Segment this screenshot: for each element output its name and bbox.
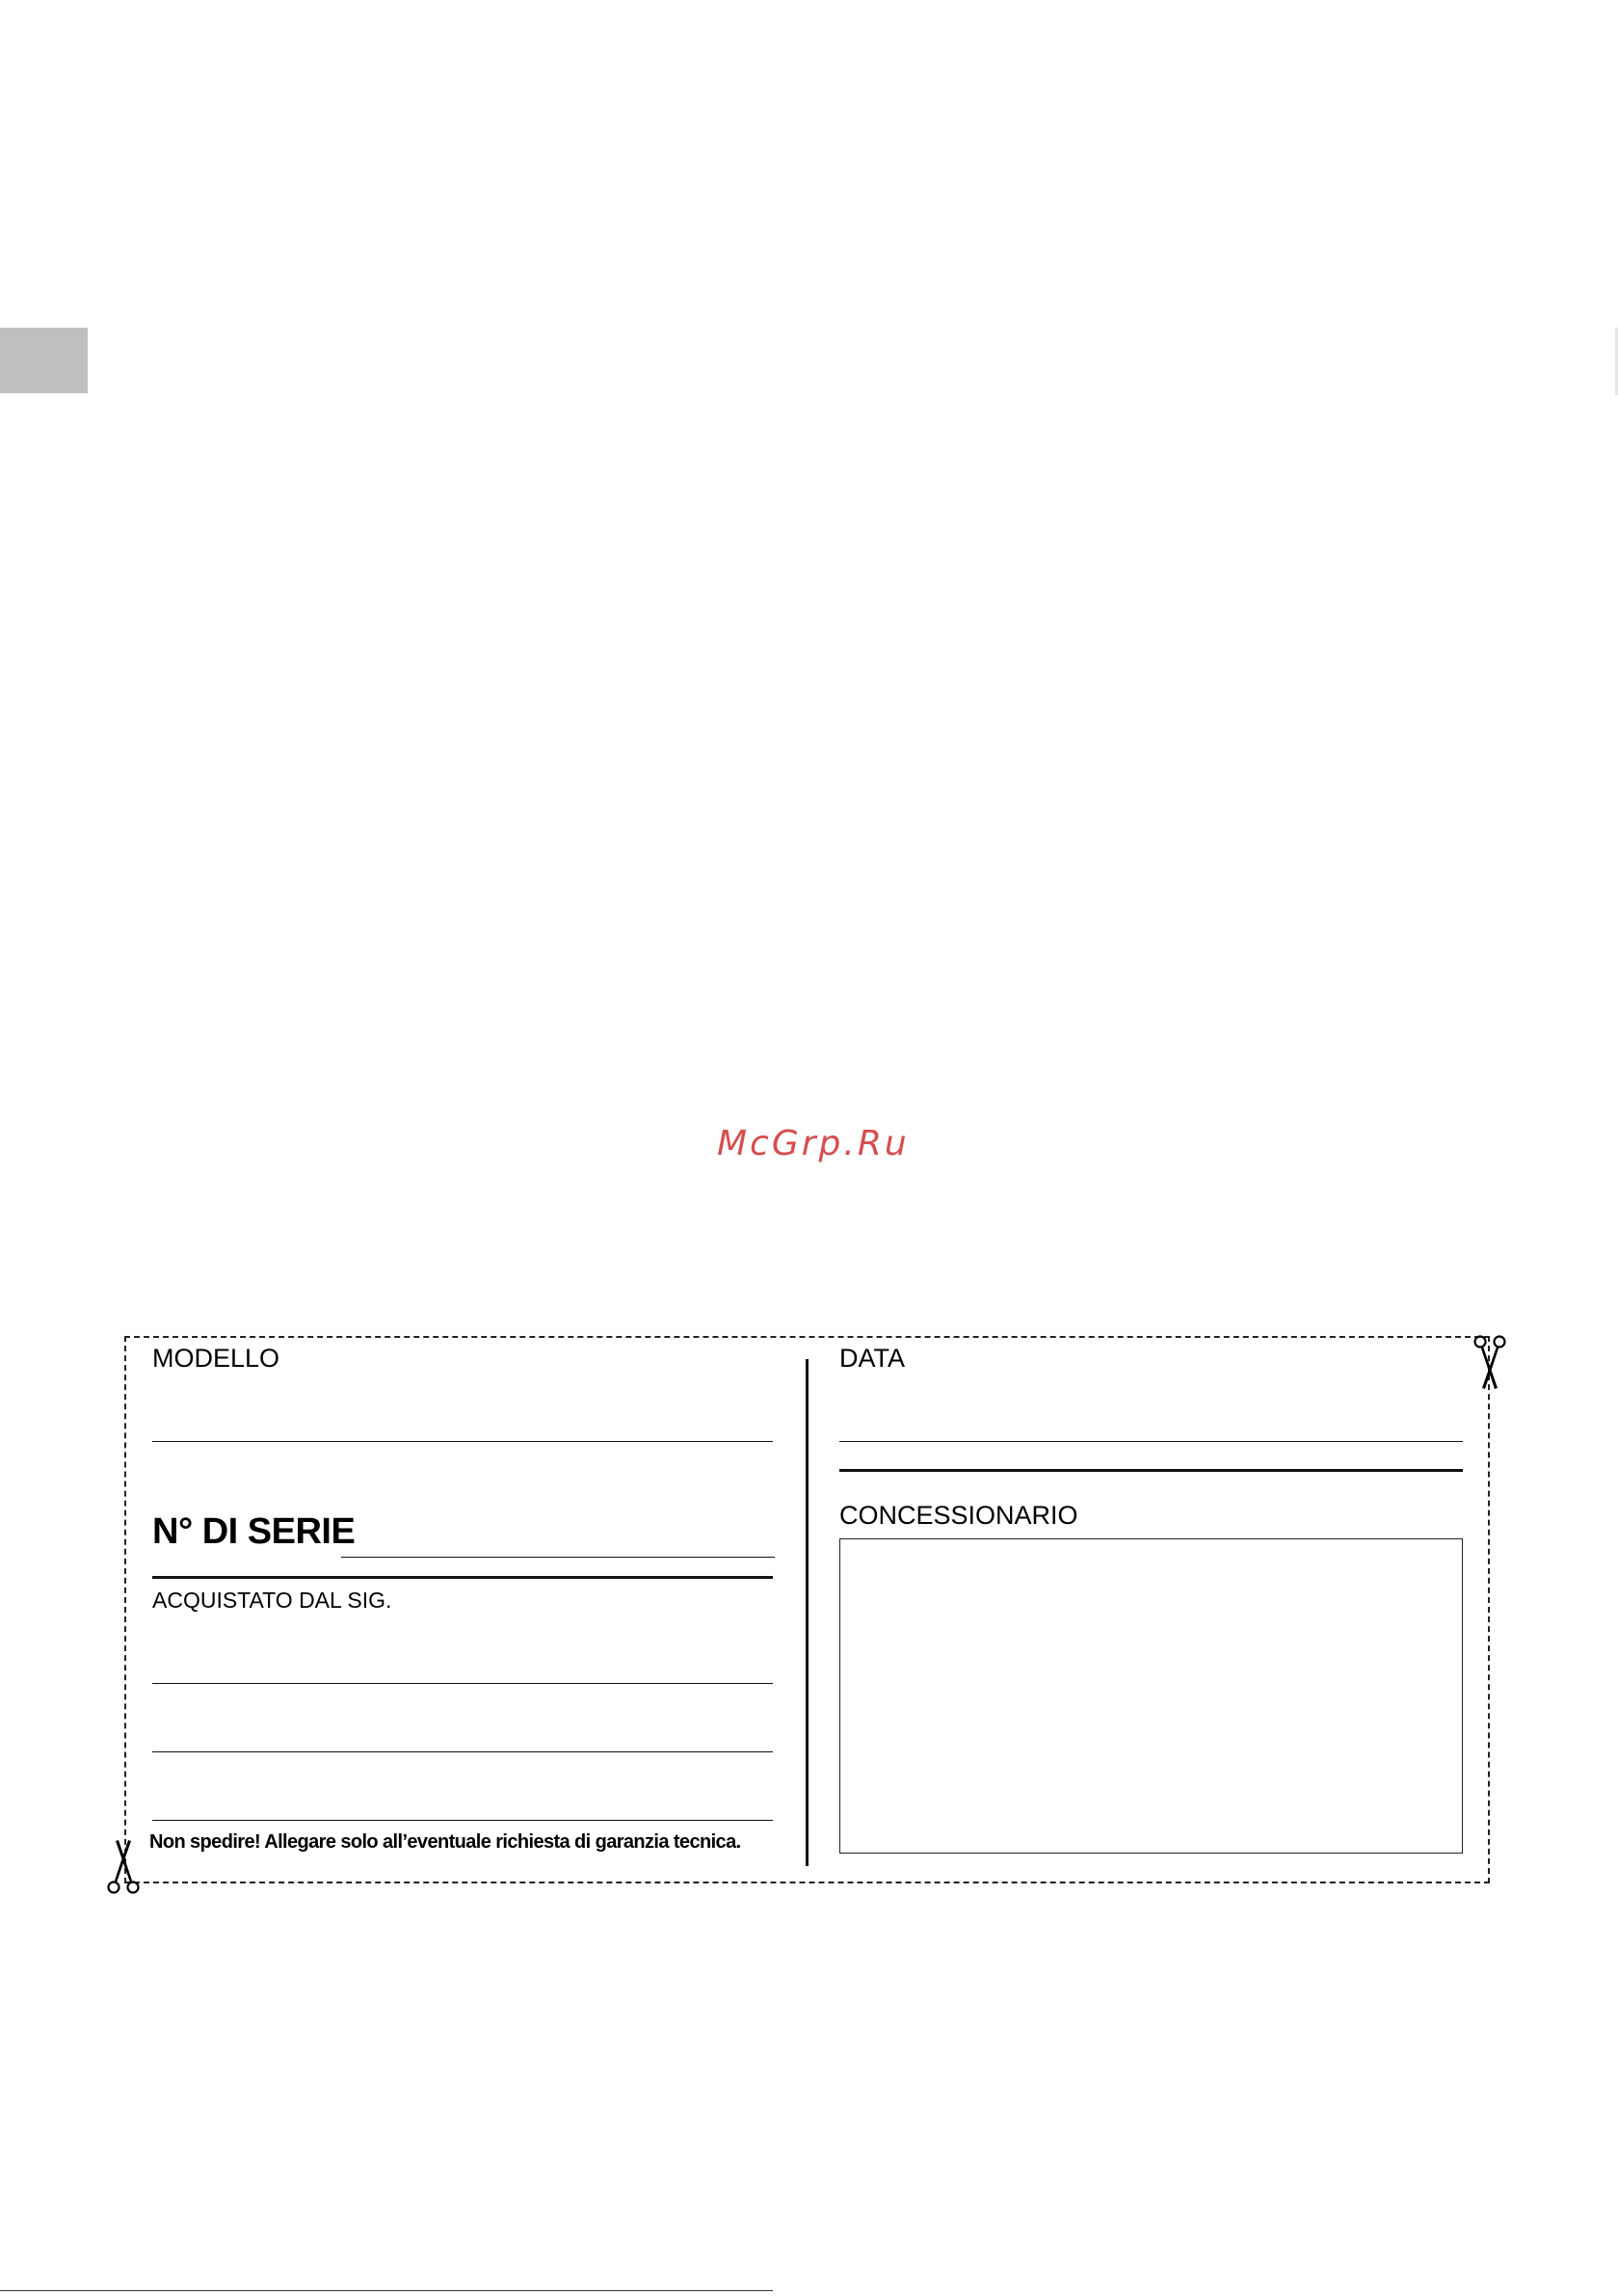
column-divider xyxy=(806,1359,809,1866)
buyer-field-line-1[interactable] xyxy=(152,1683,773,1684)
serial-number-field-line[interactable] xyxy=(341,1557,775,1558)
date-label: DATA xyxy=(839,1344,906,1373)
buyer-field-line-2[interactable] xyxy=(152,1751,773,1752)
model-field-line[interactable] xyxy=(152,1441,773,1442)
scissors-icon xyxy=(106,1839,141,1895)
date-section-divider xyxy=(839,1469,1463,1472)
serial-number-label: N° DI SERIE xyxy=(152,1511,356,1552)
scissors-icon xyxy=(1472,1334,1507,1390)
dealer-stamp-box[interactable] xyxy=(839,1538,1463,1854)
coupon-note: Non spedire! Allegare solo all’eventuale richiesta di garanzia tecnica. xyxy=(149,1831,741,1853)
model-label: MODELLO xyxy=(152,1344,280,1373)
bought-by-label: ACQUISTATO DAL SIG. xyxy=(152,1588,392,1613)
serial-section-divider xyxy=(152,1576,773,1579)
buyer-field-line-3[interactable] xyxy=(152,1820,773,1821)
watermark: McGrp.Ru xyxy=(717,1124,910,1163)
dealer-label: CONCESSIONARIO xyxy=(839,1501,1078,1530)
date-field-line[interactable] xyxy=(839,1441,1463,1442)
side-tab xyxy=(0,328,88,393)
page-bottom-rule xyxy=(0,2290,773,2291)
